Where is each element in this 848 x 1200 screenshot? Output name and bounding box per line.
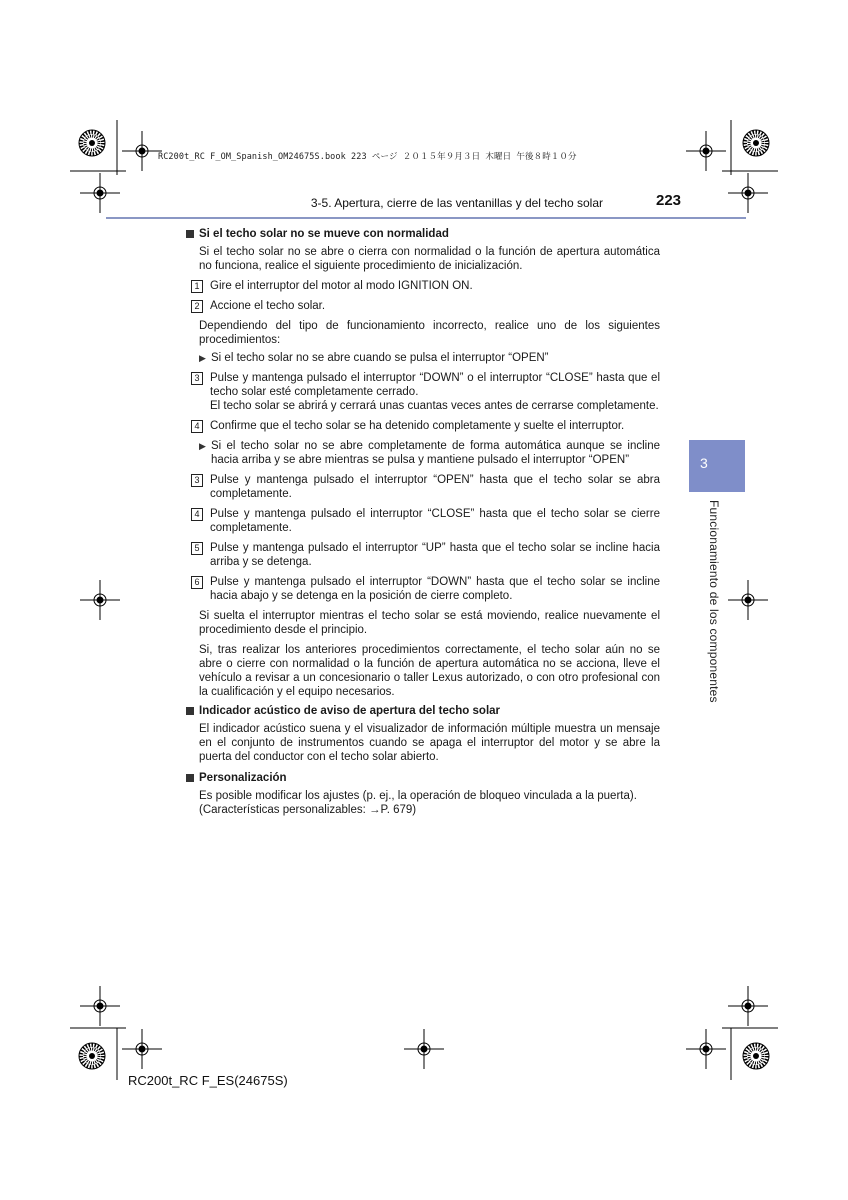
step-item [186, 541, 660, 569]
heading-text: Si el techo solar no se mueve con normalidad [199, 228, 449, 240]
paragraph: Si suelta el interruptor mientras el techo solar se está moviendo, realice nuevamente el procedimiento desde el principio. [199, 610, 660, 636]
step-number: 4 [191, 420, 203, 433]
step-item [186, 419, 660, 433]
triangle-bullet-icon: ▶ [199, 353, 206, 363]
step-number: 5 [191, 542, 203, 555]
step-number: 3 [191, 474, 203, 487]
section-heading [186, 771, 660, 785]
bullet-item [186, 439, 660, 467]
step-number: 1 [191, 280, 203, 293]
chapter-tab-number: 3 [700, 455, 708, 471]
step-text: Pulse y mantenga pulsado el interruptor “UP” hasta que el techo solar se incline hacia arriba y se detenga. [210, 542, 660, 568]
paragraph: El indicador acústico suena y el visualizador de información múltiple muestra un mensaje en el conjunto de instrumentos cuando se apaga el interruptor del motor y se abre la puerta del conductor con el techo solar abierto. [199, 723, 660, 763]
step-item [186, 299, 660, 313]
step-item [186, 473, 660, 501]
step-number: 2 [191, 300, 203, 313]
paragraph [186, 789, 660, 817]
step-item [186, 507, 660, 535]
step-number: 4 [191, 508, 203, 521]
bullet-text: Si el techo solar no se abre cuando se pulsa el interruptor “OPEN” [211, 352, 549, 364]
heading-text: Personalización [199, 772, 287, 784]
page-number: 223 [656, 192, 682, 209]
paragraph: Si el techo solar no se abre o cierra con normalidad o la función de apertura automática no funciona, realice el siguiente procedimiento de inicialización. [199, 246, 660, 272]
step-text: Pulse y mantenga pulsado el interruptor “CLOSE” hasta que el techo solar se cierre completamente. [210, 508, 660, 534]
bullet-text: Si el techo solar no se abre completamente de forma automática aunque se incline hacia arriba y se abre mientras se pulsa y mantiene pulsado el interruptor “OPEN” [211, 440, 660, 466]
square-bullet-icon [186, 774, 194, 782]
square-bullet-icon [186, 707, 194, 715]
step-text: Pulse y mantenga pulsado el interruptor “OPEN” hasta que el techo solar se abra completamente. [210, 474, 660, 500]
bullet-item [186, 351, 660, 365]
paragraph: Dependiendo del tipo de funcionamiento incorrecto, realice uno de los siguientes procedimientos: [199, 320, 660, 346]
section-title: 3-5. Apertura, cierre de las ventanillas y del techo solar [310, 196, 603, 210]
paragraph: Si, tras realizar los anteriores procedimientos correctamente, el techo solar aún no se abre o cierre con normalidad o la función de apertura automática no se acciona, lleve el vehículo a revisar a un concesionario o taller Lexus autorizado, o con otro profesional con la cualificación y el equipo necesarios. [199, 644, 660, 698]
section-heading [186, 227, 660, 241]
section-heading [186, 704, 660, 718]
step-text: Confirme que el techo solar se ha detenido completamente y suelte el interruptor. [210, 420, 625, 432]
step-item [186, 371, 660, 413]
chapter-tab [689, 440, 745, 492]
paragraph-line: Es posible modificar los ajustes (p. ej., la operación de bloqueo vinculada a la puerta). [199, 790, 637, 802]
step-text: Pulse y mantenga pulsado el interruptor “DOWN” hasta que el techo solar se incline hacia abajo y se detenga en la posición de cierre completo. [210, 576, 660, 602]
step-number: 6 [191, 576, 203, 589]
header-rule [106, 217, 746, 219]
step-item [186, 575, 660, 603]
heading-text: Indicador acústico de aviso de apertura del techo solar [199, 705, 501, 717]
page-content [186, 226, 660, 817]
step-item [186, 279, 660, 293]
step-text: Accione el techo solar. [210, 300, 326, 312]
step-number: 3 [191, 372, 203, 385]
chapter-tab-label: Funcionamiento de los componentes [707, 500, 721, 703]
print-header-line: RC200t_RC F_OM_Spanish_OM24675S.book 223 ページ ２０１５年９月３日 木曜日 午後８時１０分 [158, 152, 577, 162]
step-text: Pulse y mantenga pulsado el interruptor “DOWN” o el interruptor “CLOSE” hasta que el techo solar esté completamente cerrado. [210, 372, 660, 398]
triangle-bullet-icon: ▶ [199, 441, 206, 451]
step-note: El techo solar se abrirá y cerrará unas cuantas veces antes de cerrarse completamente. [210, 400, 659, 412]
cross-reference-link[interactable]: (Características personalizables: →P. 679) [199, 804, 417, 816]
step-text: Gire el interruptor del motor al modo IGNITION ON. [210, 280, 473, 292]
footer-code: RC200t_RC F_ES(24675S) [128, 1073, 288, 1088]
square-bullet-icon [186, 230, 194, 238]
